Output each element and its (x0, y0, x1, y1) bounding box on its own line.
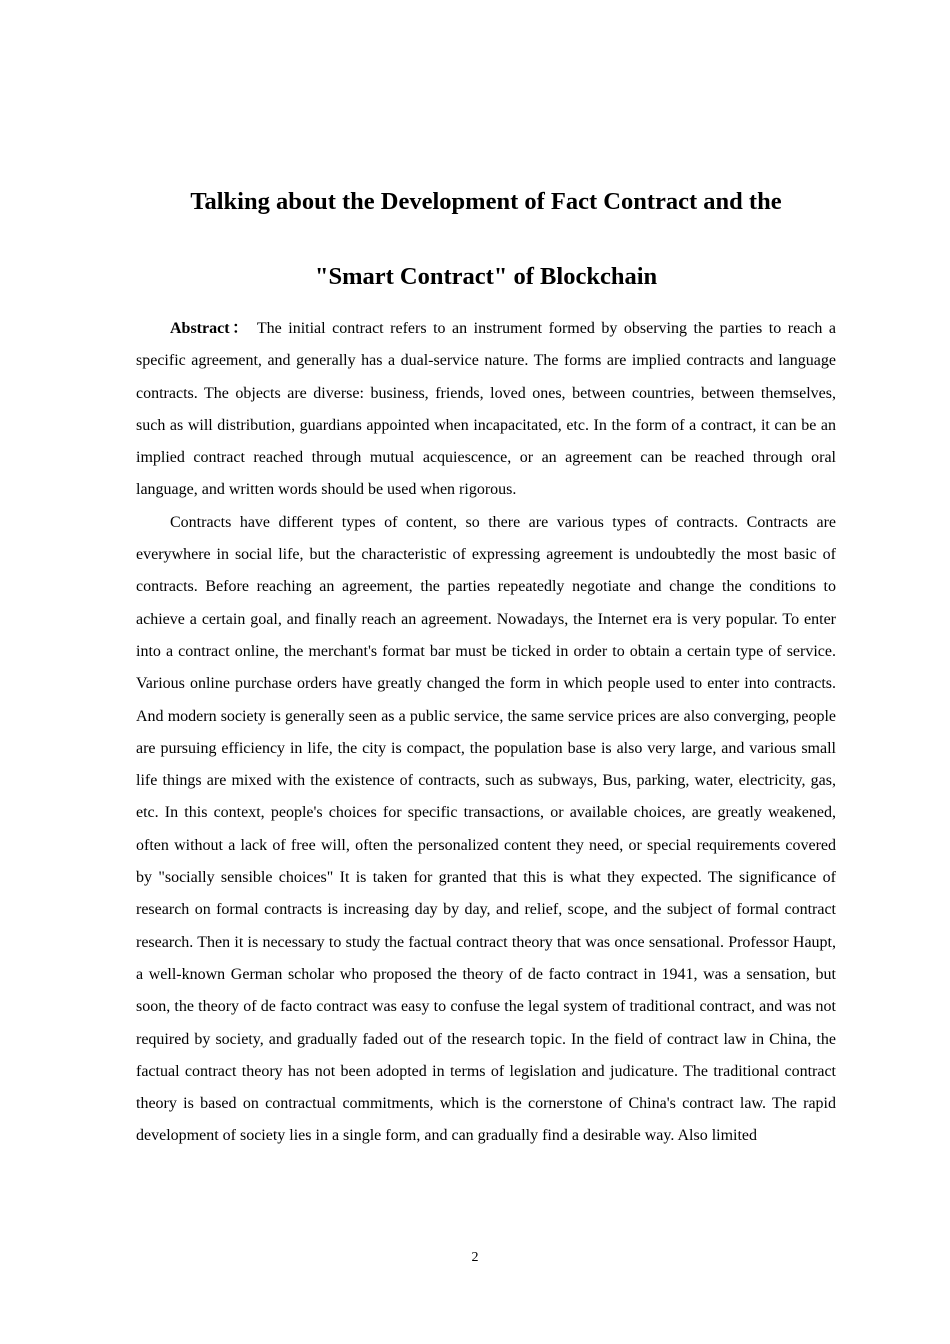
abstract-text: The initial contract refers to an instrument formed by observing the parties to reach a specific agreement, and generally has a dual-service nature. The forms are implied contracts and language contracts. The objects are diverse: business, friends, loved ones, between countries, between themselves, such as will distribution, guardians appointed when incapacitated, etc. In the form of a contract, it can be an implied contract reached through mutual acquiescence, or an agreement can be reached through oral language, and written words should be used when rigorous. (136, 320, 836, 499)
paper-title-line-2: "Smart Contract" of Blockchain (314, 263, 658, 290)
abstract-paragraph (136, 313, 836, 507)
paper-title-line-1: Talking about the Development of Fact Contract and the (190, 188, 782, 215)
body-paragraph-1: Contracts have different types of content, so there are various types of contracts. Contracts are everywhere in social life, but the characteristic of expressing agreement is undoubtedly the most basic of contracts. Before reaching an agreement, the parties repeatedly negotiate and change the conditions to achieve a certain goal, and finally reach an agreement. Nowadays, the Internet era is very popular. To enter into a contract online, the merchant's format bar must be ticked in order to obtain a certain type of service. Various online purchase orders have greatly changed the form in which people used to enter into contracts. And modern society is generally seen as a public service, the same service prices are also converging, people are pursuing efficiency in life, the city is compact, the population base is also very large, and various small life things are mixed with the existence of contracts, such as subways, Bus, parking, water, electricity, gas, etc. In this context, people's choices for specific transactions, or available choices, are greatly weakened, often without a lack of free will, often the personalized content they need, or special requirements covered by "socially sensible choices" It is taken for granted that this is what they expected. The significance of research on formal contracts is increasing day by day, and relief, scope, and the subject of formal contract research. Then it is necessary to study the factual contract theory that was once sensational. Professor Haupt, a well-known German scholar who proposed the theory of de facto contract in 1941, was a sensation, but soon, the theory of de facto contract was easy to confuse the legal system of traditional contract, and was not required by society, and gradually faded out of the research topic. In the field of contract law in China, the factual contract theory has not been adopted in terms of legislation and judicature. The traditional contract theory is based on contractual commitments, which is the cornerstone of China's contract law. The rapid development of society lies in a single form, and can gradually find a desirable way. Also limited (136, 513, 836, 1145)
paper-body (136, 313, 836, 1153)
page-number: 2 (471, 1250, 479, 1265)
abstract-label: Abstract： (170, 320, 251, 337)
